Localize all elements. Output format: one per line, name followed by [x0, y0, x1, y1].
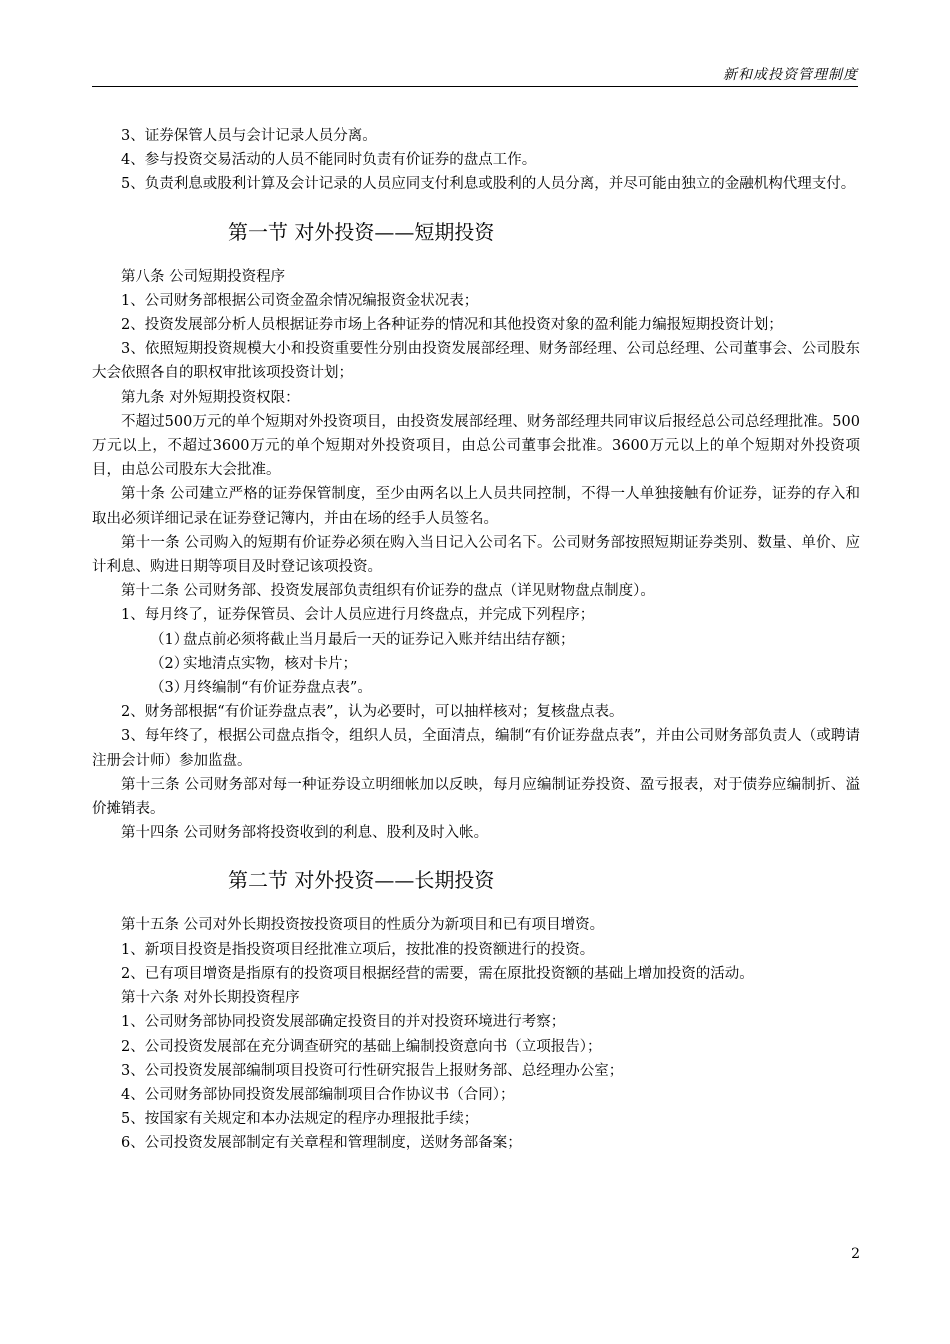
list-item: [92, 676, 860, 700]
paragraph: 第十二条 公司财务部、投资发展部负责组织有价证券的盘点（详见财物盘点制度）。: [121, 583, 655, 600]
article-heading: 第九条 对外短期投资权限：: [121, 389, 300, 406]
paragraph: 2、财务部根据“有价证券盘点表”，认为必要时，可以抽样核对；复核盘点表。: [121, 704, 624, 721]
paragraph: 第十四条 公司财务部将投资收到的利息、股利及时入帐。: [121, 825, 489, 842]
list-item: [92, 628, 860, 652]
paragraph: 3、公司投资发展部编制项目投资可行性研究报告上报财务部、总经理办公室；: [121, 1062, 624, 1079]
paragraph: 3、依照短期投资规模大小和投资重要性分别由投资发展部经理、财务部经理、公司总经理、公司董事会、公司股东大会依照各自的职权审批该项投资计划；: [92, 341, 860, 382]
page-header: [92, 62, 858, 87]
list-item-number: （1）: [150, 631, 189, 648]
list-item-number: （3）: [150, 680, 189, 697]
paragraph: 2、公司投资发展部在充分调查研究的基础上编制投资意向书（立项报告）；: [121, 1038, 602, 1055]
paragraph: 第十一条 公司购入的短期有价证券必须在购入当日记入公司名下。公司财务部按照短期证券类别、数量、单价、应计利息、购进日期等项目及时登记该项投资。: [92, 534, 860, 576]
paragraph: 不超过500万元的单个短期对外投资项目，由投资发展部经理、财务部经理共同审议后报经总公司总经理批准。500万元以上，不超过3600万元的单个短期对外投资项目，由总公司董事会批准。3600万元以上的单个短期对外投资项目，由总公司股东大会批准。: [92, 413, 860, 479]
section-title-short-term: 第一节 对外投资——短期投资: [228, 219, 495, 244]
list-item-text: 实地清点实物，核对卡片；: [183, 655, 357, 672]
article-heading: 第十六条 对外长期投资程序: [121, 990, 300, 1007]
paragraph: 2、已有项目增资是指原有的投资项目根据经营的需要，需在原批投资额的基础上增加投资的活动。: [121, 965, 754, 982]
document-body: [92, 124, 860, 1156]
paragraph: 1、公司财务部根据公司资金盈余情况编报资金状况表；: [121, 292, 479, 309]
list-item-text: 盘点前必须将截止当月最后一天的证券记入账并结出结存额；: [183, 631, 575, 648]
page-number: 2: [851, 1246, 860, 1262]
paragraph: 第十条 公司建立严格的证券保管制度，至少由两名以上人员共同控制，不得一人单独接触有价证券，证券的存入和取出必须详细记录在证券登记簿内，并由在场的经手人员签名。: [92, 486, 860, 527]
list-item-text: 月终编制“有价证券盘点表”。: [183, 680, 372, 697]
paragraph: 1、公司财务部协同投资发展部确定投资目的并对投资环境进行考察；: [121, 1014, 566, 1031]
paragraph: 1、每月终了，证券保管员、会计人员应进行月终盘点，并完成下列程序；: [121, 607, 595, 624]
paragraph: 4、参与投资交易活动的人员不能同时负责有价证券的盘点工作。: [121, 152, 537, 169]
paragraph: 第十三条 公司财务部对每一种证券设立明细帐加以反映，每月应编制证券投资、盈亏报表，对于债券应编制折、溢价摊销表。: [92, 776, 860, 818]
paragraph: 6、公司投资发展部制定有关章程和管理制度，送财务部备案；: [121, 1135, 522, 1152]
article-heading: 第八条 公司短期投资程序: [121, 268, 286, 285]
header-title: 新和成投资管理制度: [723, 67, 858, 83]
paragraph: 1、新项目投资是指投资项目经批准立项后，按批准的投资额进行的投资。: [121, 941, 595, 958]
paragraph: 5、按国家有关规定和本办法规定的程序办理报批手续；: [121, 1111, 479, 1128]
article-heading: 第十五条 公司对外长期投资按投资项目的性质分为新项目和已有项目增资。: [121, 917, 605, 934]
paragraph: 4、公司财务部协同投资发展部编制项目合作协议书（合同）；: [121, 1086, 515, 1103]
paragraph: 3、证券保管人员与会计记录人员分离。: [121, 128, 377, 144]
paragraph: 2、投资发展部分析人员根据证券市场上各种证券的情况和其他投资对象的盈利能力编报短期投资计划；: [121, 317, 783, 334]
list-item: [92, 652, 860, 676]
paragraph: 5、负责利息或股利计算及会计记录的人员应同支付利息或股利的人员分离，并尽可能由独立的金融机构代理支付。: [121, 176, 856, 193]
list-item-number: （2）: [150, 655, 189, 672]
paragraph: 3、每年终了，根据公司盘点指令，组织人员，全面清点，编制“有价证券盘点表”，并由公司财务部负责人（或聘请注册会计师）参加监盘。: [92, 728, 860, 769]
section-title-long-term: 第二节 对外投资——长期投资: [228, 868, 495, 893]
